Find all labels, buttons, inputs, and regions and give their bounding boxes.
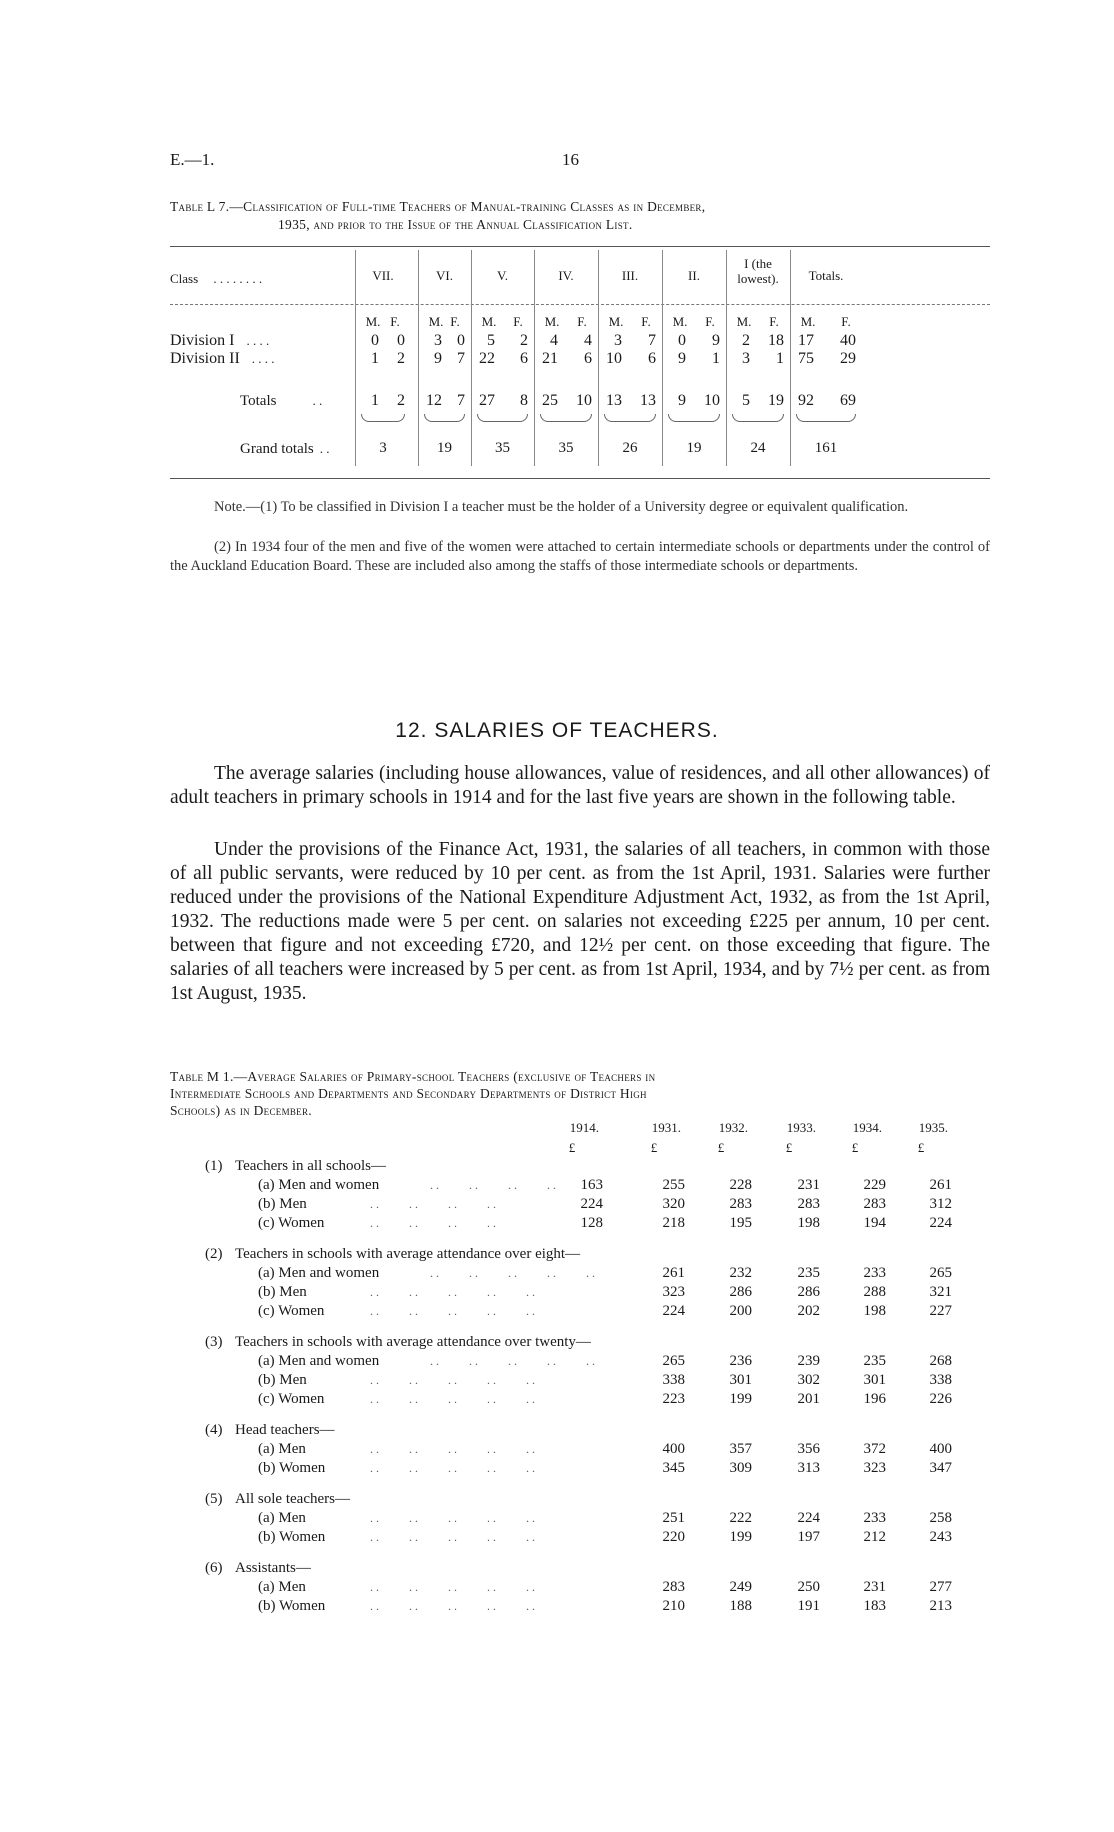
salary-paragraph-2: Under the provisions of the Finance Act, 1931, the salaries of all teachers, in common with those of all public servants, were reduced by 10 per cent. as from the 1st April, 1931. Salaries were further reduced under the provisions of the National Expenditure Adjustment Act, 1932, as from the 1st April, 1932. The reductions made were 5 per cent. on salaries not exceeding £225 per annum, 10 per cent. between that figure and not exceeding £720, and 12½ per cent. on those exceeding that figure. The salaries of all teachers were increased by 5 per cent. as from 1st April, 1934, and by 7½ per cent. as from 1st August, 1935. [170, 839, 990, 1004]
cell-value-f: 6 [520, 350, 528, 367]
leader-dots: . . . . . . . . . . [370, 1599, 535, 1613]
salary-value: 163 [580, 1177, 603, 1193]
salary-value: 235 [797, 1265, 820, 1281]
salary-value: 226 [929, 1391, 952, 1407]
salary-value: 229 [863, 1177, 886, 1193]
totals-value-m: 13 [606, 392, 622, 409]
salary-value: 261 [929, 1177, 952, 1193]
cell-value-m: 17 [798, 332, 814, 349]
salary-value: 283 [797, 1196, 820, 1212]
row-label [170, 350, 275, 368]
salary-value: 277 [929, 1579, 952, 1595]
cell-value-f: 2 [520, 332, 528, 349]
salary-value: 283 [662, 1579, 685, 1595]
totals-value-m: 9 [678, 392, 686, 409]
salary-value: 265 [662, 1353, 685, 1369]
m-label: M. [672, 314, 688, 329]
grouping-brace [732, 414, 784, 422]
salary-value: 224 [662, 1303, 685, 1319]
grouping-brace [668, 414, 720, 422]
leader-dots: . . . . . . . . [370, 1197, 496, 1211]
totals-value-f: 69 [840, 392, 856, 409]
row-label: (b) Men [258, 1284, 307, 1300]
group-title: Head teachers— [235, 1422, 335, 1438]
year-header: 1933. [786, 1120, 816, 1135]
year-header: 1934. [852, 1120, 882, 1135]
table-l7-caption [170, 198, 990, 234]
row-label: (a) Men [258, 1441, 306, 1457]
leader-dots: . . . . . . . . . . [370, 1373, 535, 1387]
leader-dots: . . . . [251, 351, 275, 366]
salary-value: 338 [929, 1372, 952, 1388]
salary-value: 400 [662, 1441, 685, 1457]
unit-label: £ [650, 1140, 658, 1155]
salary-value: 320 [662, 1196, 685, 1212]
row-label-text: Division I [170, 332, 235, 349]
m-label: M. [800, 314, 816, 329]
leader-dots: . . . . . . . . [213, 271, 263, 286]
salary-value: 200 [729, 1303, 752, 1319]
salary-value: 231 [863, 1579, 886, 1595]
row-label: (c) Women [258, 1215, 325, 1231]
cell-value-m: 1 [371, 350, 379, 367]
salary-value: 202 [797, 1303, 820, 1319]
m-label: M. [428, 314, 444, 329]
grand-total-value: 19 [686, 440, 702, 456]
cell-value-f: 1 [776, 350, 784, 367]
grouping-brace [540, 414, 592, 422]
f-label: F. [390, 314, 400, 329]
row-label: (c) Women [258, 1303, 325, 1319]
row-label: (a) Men and women [258, 1353, 380, 1369]
column-header: II. [688, 268, 700, 283]
grand-totals-label [240, 440, 329, 458]
group-number: (6) [205, 1560, 223, 1576]
row-label: (a) Men and women [258, 1265, 380, 1281]
row-label: (a) Men and women [258, 1177, 380, 1193]
totals-label [240, 392, 322, 410]
salary-value: 220 [662, 1529, 685, 1545]
group-number: (2) [205, 1246, 223, 1262]
salary-value: 255 [662, 1177, 685, 1193]
totals-value-f: 19 [768, 392, 784, 409]
cell-value-m: 0 [678, 332, 686, 349]
note-1: Note.—(1) To be classified in Division I a teacher must be the holder of a University degree or equivalent qualification. [214, 499, 909, 515]
leader-dots: . . . . [246, 333, 270, 348]
salary-value: 228 [729, 1177, 752, 1193]
group-number: (5) [205, 1491, 223, 1507]
group-title: Teachers in schools with average attendance over eight— [235, 1246, 581, 1262]
totals-value-m: 1 [371, 392, 379, 409]
m-label: M. [736, 314, 752, 329]
table-m1-caption-line1: Table M 1.—Average Salaries of Primary-school Teachers (exclusive of Teachers in [170, 1069, 656, 1084]
cell-value-m: 21 [542, 350, 558, 367]
f-label: F. [450, 314, 460, 329]
header-rule [170, 304, 990, 305]
cell-value-f: 1 [712, 350, 720, 367]
grand-total-value: 26 [622, 440, 638, 456]
leader-dots: . . . . . . . . . . [370, 1580, 535, 1594]
cell-value-f: 6 [648, 350, 656, 367]
document-code: E.—1. [170, 150, 215, 169]
totals-value-f: 2 [397, 392, 405, 409]
grouping-brace [424, 414, 465, 422]
row-label [170, 332, 269, 350]
f-label: F. [641, 314, 651, 329]
cell-value-m: 9 [678, 350, 686, 367]
totals-value-f: 8 [520, 392, 528, 409]
f-label: F. [513, 314, 523, 329]
table-l7-caption-line1: Table L 7.—Classification of Full-time Teachers of Manual-training Classes as in December, [170, 199, 706, 214]
totals-value-m: 12 [426, 392, 442, 409]
cell-value-m: 75 [798, 350, 814, 367]
row-label-text: Division II [170, 350, 240, 367]
table-l7-caption-line2: 1935, and prior to the Issue of the Annual Classification List. [278, 217, 633, 232]
f-label: F. [841, 314, 851, 329]
salary-value: 321 [929, 1284, 952, 1300]
totals-value-m: 5 [742, 392, 750, 409]
column-header: V. [497, 268, 508, 283]
salary-value: 236 [729, 1353, 752, 1369]
salary-value: 224 [797, 1510, 820, 1526]
cell-value-f: 9 [712, 332, 720, 349]
salary-value: 286 [797, 1284, 820, 1300]
salary-value: 195 [729, 1215, 752, 1231]
section-heading: 12. SALARIES OF TEACHERS. [395, 719, 719, 742]
salary-value: 198 [797, 1215, 820, 1231]
group-number: (1) [205, 1158, 223, 1174]
grand-total-value: 35 [558, 440, 574, 456]
leader-dots: . . . . . . . . . . [370, 1461, 535, 1475]
table-m1-caption [170, 1068, 990, 1119]
salary-value: 283 [863, 1196, 886, 1212]
salary-value: 309 [729, 1460, 752, 1476]
unit-label: £ [717, 1140, 725, 1155]
salary-value: 313 [797, 1460, 820, 1476]
cell-value-m: 3 [742, 350, 750, 367]
grand-total-value: 35 [495, 440, 510, 456]
group-title: All sole teachers— [235, 1491, 350, 1507]
salary-value: 223 [662, 1391, 685, 1407]
leader-dots: . . [319, 441, 330, 456]
row-label: (b) Women [258, 1529, 326, 1545]
salary-value: 224 [929, 1215, 952, 1231]
table-m1-caption-line2: Intermediate Schools and Departments and Secondary Departments of District High [170, 1086, 647, 1101]
salary-value: 213 [929, 1598, 952, 1614]
year-header: 1935. [918, 1120, 948, 1135]
column-header: IV. [558, 268, 574, 283]
salary-value: 400 [929, 1441, 952, 1457]
cell-value-f: 6 [584, 350, 592, 367]
totals-value-f: 10 [704, 392, 720, 409]
salary-value: 288 [863, 1284, 886, 1300]
salary-value: 251 [662, 1510, 685, 1526]
grouping-brace [604, 414, 656, 422]
year-header: 1914. [569, 1120, 599, 1135]
group-title: Assistants— [235, 1560, 311, 1576]
row-label: (a) Men [258, 1579, 306, 1595]
salary-value: 347 [929, 1460, 952, 1476]
salary-value: 194 [863, 1215, 886, 1231]
cell-value-f: 0 [397, 332, 405, 349]
grand-total-value: 19 [437, 440, 452, 456]
totals-value-m: 27 [479, 392, 495, 409]
salary-value: 197 [797, 1529, 820, 1545]
cell-value-m: 0 [371, 332, 379, 349]
salary-value: 224 [580, 1196, 603, 1212]
salary-value: 199 [729, 1391, 752, 1407]
salary-value: 232 [729, 1265, 752, 1281]
cell-value-f: 7 [648, 332, 656, 349]
row-label: (b) Men [258, 1372, 307, 1388]
column-header: I (the lowest). [737, 256, 779, 286]
column-header: VII. [372, 268, 394, 283]
cell-value-m: 3 [614, 332, 622, 349]
salary-value: 235 [863, 1353, 886, 1369]
salary-value: 218 [662, 1215, 685, 1231]
leader-dots: . . . . . . . . . . [370, 1511, 535, 1525]
salary-value: 283 [729, 1196, 752, 1212]
salary-value: 286 [729, 1284, 752, 1300]
column-header: VI. [436, 268, 453, 283]
year-header: 1931. [651, 1120, 681, 1135]
salary-value: 323 [662, 1284, 685, 1300]
salary-value: 357 [729, 1441, 752, 1457]
salary-value: 191 [797, 1598, 820, 1614]
totals-value-f: 7 [457, 392, 465, 409]
salary-value: 301 [729, 1372, 752, 1388]
leader-dots: . . . . . . . . . . [430, 1354, 595, 1368]
table-top-rule [170, 246, 990, 247]
totals-value-m: 25 [542, 392, 558, 409]
column-header: III. [621, 268, 639, 283]
salary-value: 201 [797, 1391, 820, 1407]
totals-value-f: 13 [640, 392, 656, 409]
salary-value: 302 [797, 1372, 820, 1388]
group-title: Teachers in schools with average attendance over twenty— [235, 1334, 591, 1350]
leader-dots: . . . . . . . . . . [370, 1530, 535, 1544]
salary-value: 183 [863, 1598, 886, 1614]
salary-value: 243 [929, 1529, 952, 1545]
m-label: M. [608, 314, 624, 329]
salary-value: 372 [863, 1441, 886, 1457]
row-label: (b) Men [258, 1196, 307, 1212]
grouping-brace [477, 414, 528, 422]
salary-value: 196 [863, 1391, 886, 1407]
leader-dots: . . . . . . . . [370, 1216, 496, 1230]
salary-value: 227 [929, 1303, 952, 1319]
cell-value-m: 5 [487, 332, 495, 349]
leader-dots: . . . . . . . . [430, 1178, 556, 1192]
f-label: F. [577, 314, 587, 329]
f-label: F. [769, 314, 779, 329]
group-number: (3) [205, 1334, 223, 1350]
m-label: M. [365, 314, 381, 329]
grand-total-value: 161 [814, 440, 838, 456]
grand-total-value: 3 [379, 440, 387, 456]
year-header: 1932. [718, 1120, 748, 1135]
page-header [170, 150, 990, 174]
class-label: Class [170, 271, 199, 286]
salary-value: 188 [729, 1598, 752, 1614]
leader-dots: . . . . . . . . . . [430, 1266, 595, 1280]
cell-value-m: 22 [479, 350, 495, 367]
grand-total-value: 24 [750, 440, 766, 456]
salary-value: 239 [797, 1353, 820, 1369]
unit-label: £ [851, 1140, 859, 1155]
cell-value-f: 7 [457, 350, 465, 367]
salary-value: 301 [863, 1372, 886, 1388]
salary-value: 233 [863, 1510, 886, 1526]
cell-value-m: 9 [434, 350, 442, 367]
cell-value-f: 2 [397, 350, 405, 367]
grouping-brace [796, 414, 856, 422]
class-header [170, 271, 262, 287]
salary-value: 312 [929, 1196, 952, 1212]
grand-totals-text: Grand totals [240, 441, 314, 457]
table-l7 [170, 246, 990, 482]
salary-paragraph-1: The average salaries (including house allowances, value of residences, and all other allowances) of adult teachers in primary schools in 1914 and for the last five years are shown in the following table. [170, 763, 990, 808]
cell-value-f: 18 [768, 332, 784, 349]
unit-label: £ [785, 1140, 793, 1155]
row-label: (a) Men [258, 1510, 306, 1526]
leader-dots: . . [312, 393, 323, 408]
page-number: 16 [562, 150, 579, 169]
m-label: M. [481, 314, 497, 329]
totals-text: Totals [240, 393, 277, 409]
row-label: (b) Women [258, 1598, 326, 1614]
salary-value: 356 [797, 1441, 820, 1457]
cell-value-f: 4 [584, 332, 592, 349]
table-m1-caption-line3: Schools) as in December. [170, 1103, 312, 1118]
leader-dots: . . . . . . . . . . [370, 1285, 535, 1299]
salary-value: 212 [863, 1529, 886, 1545]
cell-value-m: 2 [742, 332, 750, 349]
leader-dots: . . . . . . . . . . [370, 1442, 535, 1456]
cell-value-m: 3 [434, 332, 442, 349]
group-title: Teachers in all schools— [235, 1158, 386, 1174]
leader-dots: . . . . . . . . . . [370, 1304, 535, 1318]
salary-value: 323 [863, 1460, 886, 1476]
grouping-brace [361, 414, 405, 422]
salary-value: 345 [662, 1460, 685, 1476]
group-number: (4) [205, 1422, 223, 1438]
note-2: (2) In 1934 four of the men and five of the women were attached to certain intermediate schools or departments under the control of the Auckland Education Board. These are included also among the staffs of those intermediate schools or departments. [170, 539, 990, 574]
salary-value: 233 [863, 1265, 886, 1281]
row-label: (b) Women [258, 1460, 326, 1476]
unit-label: £ [917, 1140, 925, 1155]
salary-value: 258 [929, 1510, 952, 1526]
row-label: (c) Women [258, 1391, 325, 1407]
cell-value-m: 10 [606, 350, 622, 367]
salary-value: 265 [929, 1265, 952, 1281]
m-label: M. [544, 314, 560, 329]
totals-value-f: 10 [576, 392, 592, 409]
cell-value-f: 0 [457, 332, 465, 349]
salary-value: 261 [662, 1265, 685, 1281]
salary-value: 268 [929, 1353, 952, 1369]
table-bottom-rule [170, 478, 990, 479]
f-label: F. [705, 314, 715, 329]
salary-value: 199 [729, 1529, 752, 1545]
salary-value: 338 [662, 1372, 685, 1388]
salary-value: 250 [797, 1579, 820, 1595]
salary-value: 249 [729, 1579, 752, 1595]
cell-value-m: 4 [550, 332, 558, 349]
salary-value: 198 [863, 1303, 886, 1319]
salary-value: 128 [580, 1215, 603, 1231]
totals-value-m: 92 [798, 392, 814, 409]
leader-dots: . . . . . . . . . . [370, 1392, 535, 1406]
unit-label: £ [568, 1140, 576, 1155]
column-header: Totals. [808, 268, 844, 283]
salary-value: 222 [729, 1510, 752, 1526]
salary-value: 210 [662, 1598, 685, 1614]
salary-value: 231 [797, 1177, 820, 1193]
cell-value-f: 40 [840, 332, 856, 349]
cell-value-f: 29 [840, 350, 856, 367]
